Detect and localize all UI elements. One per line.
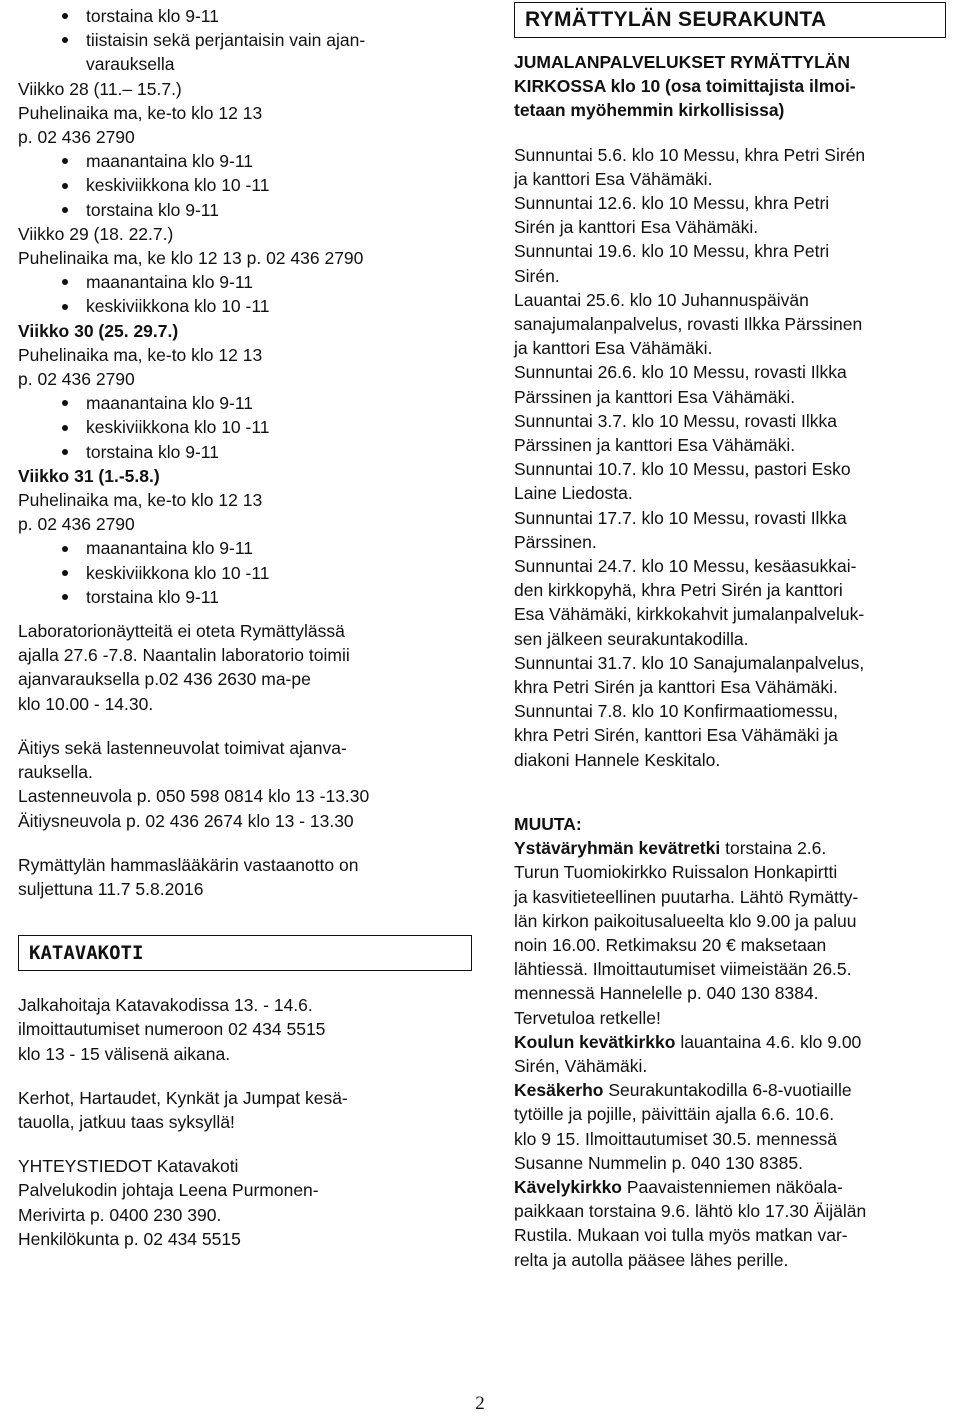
laboratory-notice (18, 619, 473, 716)
bullet-item (18, 561, 473, 585)
service-line: Pärssinen ja kanttori Esa Vähämäki. (514, 386, 796, 407)
bullet-item (18, 415, 473, 439)
services-title (514, 50, 946, 123)
bullet-text: keskiviikkona klo 10 -11 (86, 296, 270, 317)
text-line: lähtiessä. Ilmoittautumiset viimeistään 26.5. (514, 959, 852, 980)
kesa-rest: Seurakuntakodilla 6-8-vuotiaille (603, 1080, 852, 1101)
bullet-icon (62, 570, 68, 576)
text-line: Lastenneuvola p. 050 598 0814 klo 13 -13.30 (18, 786, 370, 807)
koulu-bold: Koulun kevätkirkko (514, 1031, 676, 1052)
phone-hours: p. 02 436 2790 (18, 127, 135, 148)
text-line: noin 16.00. Retkimaksu 20 € maksetaan (514, 934, 827, 955)
bullet-icon (62, 594, 68, 600)
week-title: Viikko 30 (25. 29.7.) (18, 320, 179, 341)
text-line: Äitiysneuvola p. 02 436 2674 klo 13 - 13.30 (18, 810, 354, 831)
text-line: klo 9 15. Ilmoittautumiset 30.5. mennessä (514, 1128, 837, 1149)
phone-hours: Puhelinaika ma, ke-to klo 12 13 (18, 102, 263, 123)
bullet-text: keskiviikkona klo 10 -11 (86, 417, 270, 438)
text-line: ilmoittautumiset numeroon 02 434 5515 (18, 1019, 326, 1040)
bullet-item (18, 440, 473, 464)
text-line: tytöille ja pojille, päivittäin ajalla 6.6. 10.6. (514, 1104, 835, 1125)
bullet-icon (62, 425, 68, 431)
bullet-text: torstaina klo 9-11 (86, 441, 219, 462)
kavely-bold: Kävelykirkko (514, 1176, 622, 1197)
service-line: Pärssinen ja kanttori Esa Vähämäki. (514, 435, 796, 456)
week-schedules (18, 77, 473, 609)
bullet-item (18, 270, 473, 294)
service-line: Sunnuntai 24.7. klo 10 Messu, kesäasukkai- (514, 556, 857, 577)
phone-hours: Puhelinaika ma, ke klo 12 13 p. 02 436 2790 (18, 248, 364, 269)
katavakoti-heading: KATAVAKOTI (18, 935, 472, 971)
service-line: Laine Liedosta. (514, 483, 633, 504)
parish-heading: RYMÄTTYLÄN SEURAKUNTA (514, 2, 946, 38)
service-line: Sunnuntai 12.6. klo 10 Messu, khra Petri (514, 193, 830, 214)
service-line: Sirén. (514, 265, 560, 286)
text-line: Turun Tuomiokirkko Ruissalon Honkapirtti (514, 862, 838, 883)
ystava-rest: torstaina 2.6. (720, 838, 827, 859)
bullet-item (18, 585, 473, 609)
bullet-item (18, 294, 473, 318)
bullet-text: torstaina klo 9-11 (86, 6, 219, 26)
service-line: Sunnuntai 3.7. klo 10 Messu, rovasti Ilkka (514, 410, 837, 431)
text-line: Henkilökunta p. 02 434 5515 (18, 1228, 241, 1249)
service-line: ja kanttori Esa Vähämäki. (514, 338, 713, 359)
ystava-details (514, 860, 946, 1029)
service-line: sanajumalanpalvelus, rovasti Ilkka Pärssinen (514, 314, 863, 335)
week-title: Viikko 28 (11.– 15.7.) (18, 78, 182, 99)
bullet-item (18, 198, 473, 222)
koulu-rest: lauantaina 4.6. klo 9.00 (675, 1031, 862, 1052)
bullet-icon (62, 183, 68, 189)
text-line: Palvelukodin johtaja Leena Purmonen- (18, 1180, 319, 1201)
phone-hours: Puhelinaika ma, ke-to klo 12 13 (18, 344, 263, 365)
koulu-details (514, 1054, 946, 1078)
kesa-bold: Kesäkerho (514, 1080, 604, 1101)
service-line: Esa Vähämäki, kirkkokahvit jumalanpalveluk- (514, 604, 865, 625)
text-line: klo 10.00 - 14.30. (18, 693, 154, 714)
service-line: Sunnuntai 7.8. klo 10 Konfirmaatiomessu, (514, 701, 838, 722)
text-line: tauolla, jatkuu taas syksyllä! (18, 1111, 235, 1132)
dentist-notice (18, 853, 473, 901)
service-line: Sirén ja kanttori Esa Vähämäki. (514, 217, 759, 238)
bullet-continuation: varauksella (86, 54, 175, 75)
bullet-icon (62, 158, 68, 164)
service-line: Lauantai 25.6. klo 10 Juhannuspäivän (514, 289, 809, 310)
page-number: 2 (475, 1393, 485, 1414)
text-line: relta ja autolla pääsee lähes perille. (514, 1249, 789, 1270)
koulu-lead (514, 1030, 946, 1054)
week-title: Viikko 31 (1.-5.8.) (18, 465, 160, 486)
service-line: sen jälkeen seurakuntakodilla. (514, 628, 749, 649)
text-line: YHTEYSTIEDOT Katavakoti (18, 1156, 239, 1177)
bullet-icon (62, 13, 68, 19)
text-line: Laboratorionäytteitä ei oteta Rymättylässä (18, 621, 345, 642)
text-line: klo 13 - 15 välisenä aikana. (18, 1043, 231, 1064)
bullet-item (18, 173, 473, 197)
text-line: Merivirta p. 0400 230 390. (18, 1204, 222, 1225)
services-title-line: tetaan myöhemmin kirkollisissa) (514, 100, 785, 121)
bullet-icon (62, 207, 68, 213)
bullet-icon (62, 279, 68, 285)
kesa-details (514, 1102, 946, 1175)
service-line: Sunnuntai 19.6. klo 10 Messu, khra Petri (514, 241, 830, 262)
bullet-text: keskiviikkona klo 10 -11 (86, 175, 270, 196)
text-line: Rymättylän hammaslääkärin vastaanotto on (18, 854, 359, 875)
kavely-details (514, 1199, 946, 1272)
bullet-icon (62, 400, 68, 406)
muuta-title: MUUTA: (514, 813, 582, 834)
service-line: khra Petri Sirén ja kanttori Esa Vähämäki. (514, 677, 838, 698)
text-line: Susanne Nummelin p. 040 130 8385. (514, 1152, 803, 1173)
contact-info (18, 1154, 473, 1251)
right-column (514, 0, 946, 1272)
kesa-lead (514, 1078, 946, 1102)
service-line: Sunnuntai 31.7. klo 10 Sanajumalanpalvelus, (514, 652, 865, 673)
services-list (514, 143, 946, 772)
text-line: rauksella. (18, 762, 93, 783)
clinic-notice (18, 736, 473, 833)
text-line: suljettuna 11.7 5.8.2016 (18, 878, 204, 899)
text-line: Kerhot, Hartaudet, Kynkät ja Jumpat kesä- (18, 1087, 348, 1108)
bullet-text: keskiviikkona klo 10 -11 (86, 562, 270, 583)
phone-hours: Puhelinaika ma, ke-to klo 12 13 (18, 490, 263, 511)
phone-hours: p. 02 436 2790 (18, 369, 135, 390)
text-line: Äitiys sekä lastenneuvolat toimivat ajanva- (18, 737, 347, 758)
bullet-text: torstaina klo 9-11 (86, 586, 219, 607)
bullet-item (18, 391, 473, 415)
ystava-bold: Ystäväryhmän kevätretki (514, 838, 721, 859)
bullet-text: maanantaina klo 9-11 (86, 538, 254, 559)
services-title-line: KIRKOSSA klo 10 (osa toimittajista ilmoi- (514, 76, 856, 97)
service-line: Sunnuntai 5.6. klo 10 Messu, khra Petri Sirén (514, 144, 866, 165)
services-title-line: JUMALANPALVELUKSET RYMÄTTYLÄN (514, 52, 851, 72)
service-line: diakoni Hannele Keskitalo. (514, 749, 721, 770)
bullet-icon (62, 37, 68, 43)
ystava-lead (514, 836, 946, 860)
kavely-lead (514, 1175, 946, 1199)
kavely-rest: Paavaistenniemen näköala- (622, 1176, 843, 1197)
bullet-text: tiistaisin sekä perjantaisin vain ajan- (86, 30, 366, 51)
text-line: ja kasvitieteellinen puutarha. Lähtö Rymätty- (514, 886, 859, 907)
text-line: län kirkon paikoitusalueelta klo 9.00 ja paluu (514, 910, 857, 931)
bullet-text: maanantaina klo 9-11 (86, 151, 254, 172)
text-line: Rustila. Mukaan voi tulla myös matkan var- (514, 1225, 848, 1246)
text-line: Sirén, Vähämäki. (514, 1055, 648, 1076)
text-line: ajalla 27.6 -7.8. Naantalin laboratorio toimii (18, 645, 350, 666)
bullet-text: maanantaina klo 9-11 (86, 393, 254, 414)
service-line: Sunnuntai 17.7. klo 10 Messu, rovasti Ilkka (514, 507, 847, 528)
bullet-item (18, 149, 473, 173)
text-line: Tervetuloa retkelle! (514, 1007, 661, 1028)
service-line: khra Petri Sirén, kanttori Esa Vähämäki ja (514, 725, 838, 746)
service-line: Sunnuntai 26.6. klo 10 Messu, rovasti Ilkka (514, 362, 847, 383)
left-column (18, 0, 473, 1251)
phone-hours: p. 02 436 2790 (18, 514, 135, 535)
bullet-item (18, 28, 473, 52)
bullet-text: maanantaina klo 9-11 (86, 272, 254, 293)
text-line: ajanvarauksella p.02 436 2630 ma-pe (18, 669, 311, 690)
text-line: mennessä Hannelelle p. 040 130 8384. (514, 983, 819, 1004)
bullet-icon (62, 546, 68, 552)
bullet-text: torstaina klo 9-11 (86, 199, 219, 220)
text-line: Jalkahoitaja Katavakodissa 13. - 14.6. (18, 995, 313, 1016)
bullet-icon (62, 449, 68, 455)
foot-care-notice (18, 993, 473, 1066)
service-line: den kirkkopyhä, khra Petri Sirén ja kanttori (514, 580, 843, 601)
service-line: Pärssinen. (514, 531, 597, 552)
service-line: Sunnuntai 10.7. klo 10 Messu, pastori Esko (514, 459, 851, 480)
clubs-notice (18, 1086, 473, 1134)
service-line: ja kanttori Esa Vähämäki. (514, 168, 713, 189)
bullet-icon (62, 304, 68, 310)
bullet-item (18, 4, 473, 28)
week-title: Viikko 29 (18. 22.7.) (18, 223, 174, 244)
intro-bullets (18, 4, 473, 77)
text-line: paikkaan torstaina 9.6. lähtö klo 17.30 Äijälän (514, 1201, 867, 1222)
bullet-item (18, 536, 473, 560)
